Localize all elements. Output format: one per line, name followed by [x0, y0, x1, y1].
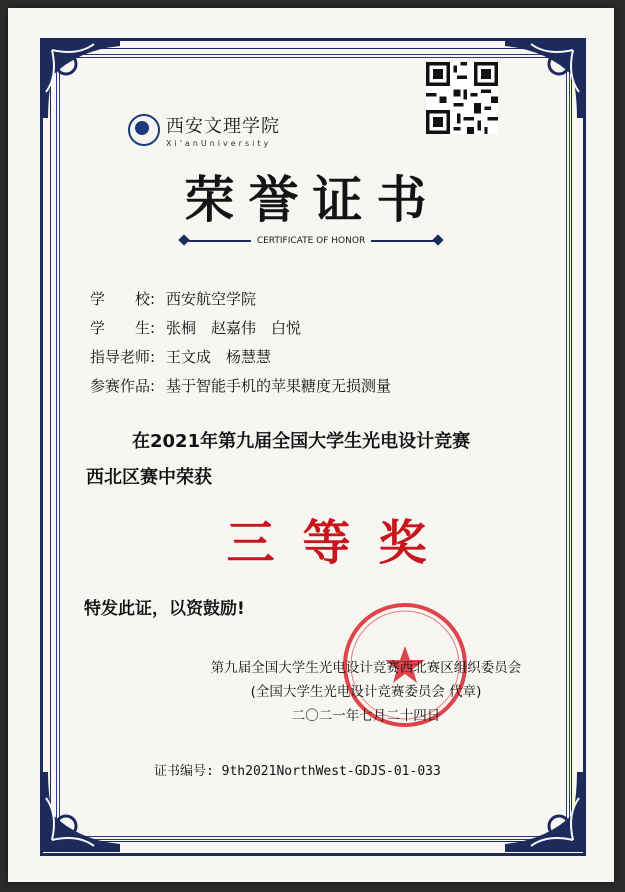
statement-line-1: 在2021年第九届全国大学生光电设计竞赛 [132, 431, 471, 452]
corner-ornament-bottom-left [38, 770, 122, 854]
encouragement-text: 特发此证，以资鼓励! [84, 599, 245, 619]
award-level: 三等奖 [226, 515, 455, 571]
field-value: 王文成 杨慧慧 [166, 348, 272, 366]
university-name-cn: 西安文理学院 [166, 116, 280, 137]
statement-line-2: 西北区赛中荣获 [86, 467, 212, 488]
field-value: 西安航空学院 [166, 290, 257, 308]
field-students [90, 313, 391, 342]
field-value: 张桐 赵嘉伟 白悦 [166, 319, 302, 337]
corner-ornament-bottom-right [503, 770, 587, 854]
field-label: 指导老师: [90, 348, 156, 366]
issuer-block [176, 656, 556, 728]
certificate-title: 荣誉证书 [184, 170, 441, 229]
field-label: 学 生: [90, 319, 156, 337]
field-value: 基于智能手机的苹果糖度无损测量 [166, 377, 392, 395]
subtitle-rule-left [180, 240, 251, 242]
field-school [90, 284, 391, 313]
award-statement [86, 424, 470, 496]
field-advisors [90, 342, 391, 371]
subtitle-rule-right [371, 240, 442, 242]
corner-ornament-top-right [503, 36, 587, 120]
corner-ornament-top-left [38, 36, 122, 120]
issuer-committee: 第九届全国大学生光电设计竞赛西北赛区组织委员会 [210, 660, 522, 676]
university-name-en: Xi'anUniversity [166, 139, 272, 148]
issuer-proxy-note: (全国大学生光电设计竞赛委员会 代章) [250, 684, 482, 700]
qr-code-icon [426, 62, 498, 134]
university-emblem-icon [128, 114, 160, 146]
field-label: 参赛作品: [90, 377, 156, 395]
certificate-subtitle: CERTIFICATE OF HONOR [256, 236, 366, 246]
university-logo [128, 112, 280, 148]
certificate-subtitle-row [180, 236, 442, 246]
field-label: 学 校: [90, 290, 156, 308]
certificate-number: 证书编号: 9th2021NorthWest-GDJS-01-033 [154, 764, 441, 779]
recipient-fields [90, 284, 391, 400]
issue-date: 二〇二一年七月二十四日 [291, 708, 441, 724]
field-entry [90, 371, 391, 400]
